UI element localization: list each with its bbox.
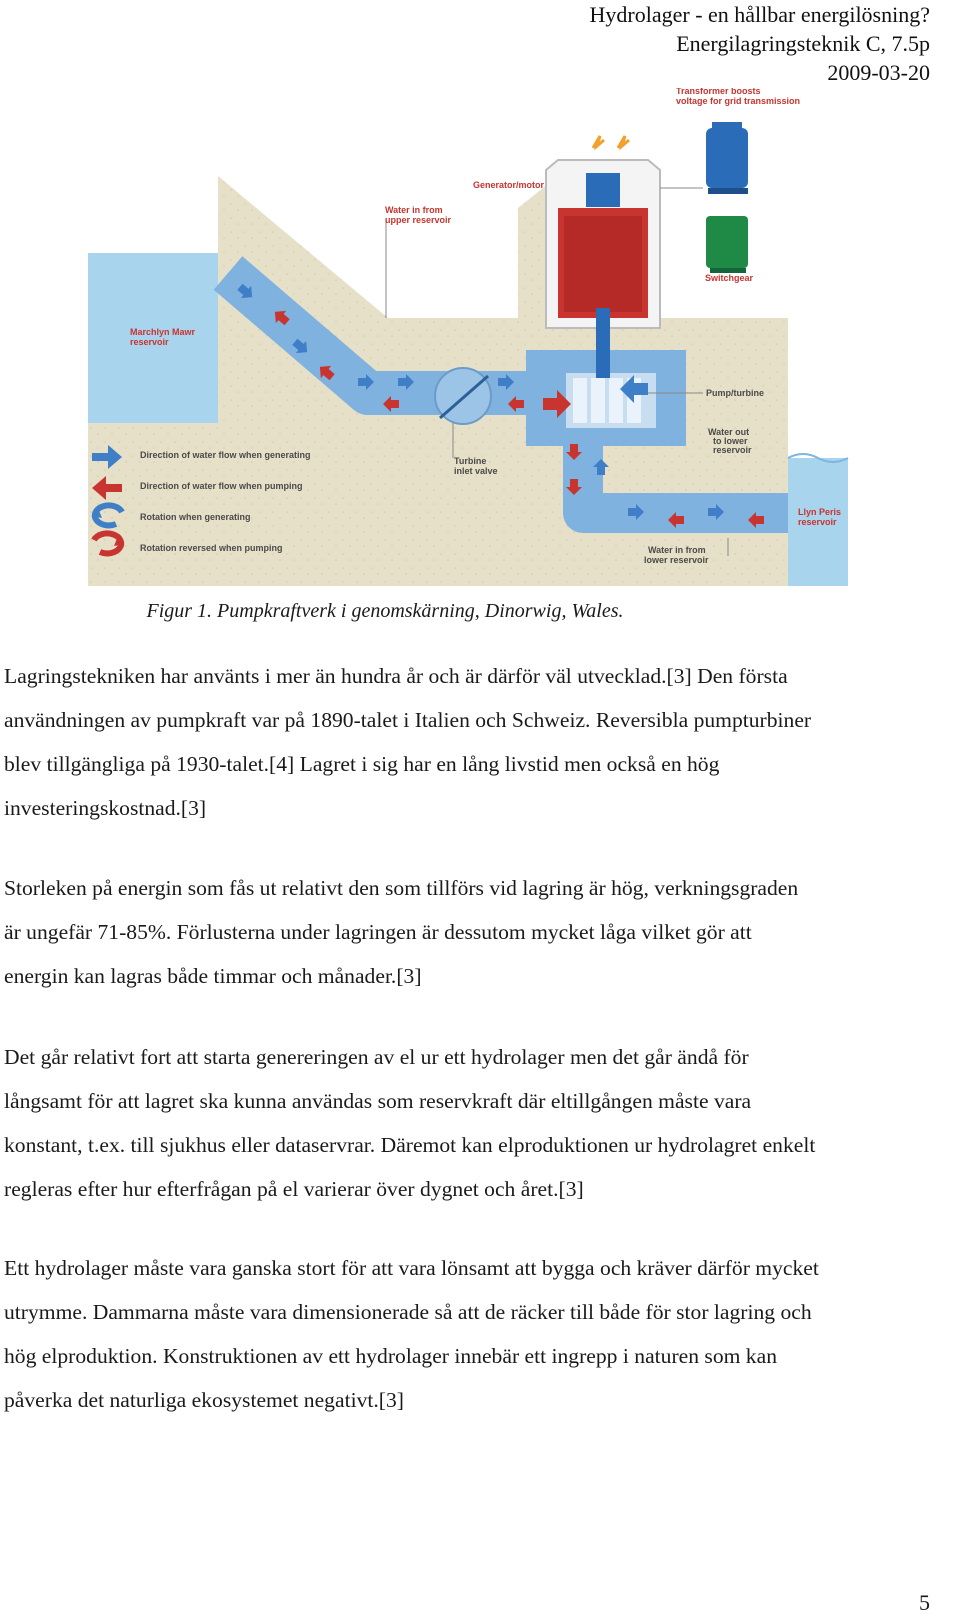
paragraph-3: Det går relativt fort att starta genereringen av el ur ett hydrolager men det går ändå för långsamt för att lagret ska kunna användas som reservkraft där eltillgången måste vara konstant, t.ex. till sjukhus eller dataservrar. Däremot kan elproduktionen ur hydrolagret enkelt regleras efter hur efterfrågan på el varierar över dygnet och året.[3] — [4, 1045, 816, 1201]
switchgear-icon — [706, 216, 748, 273]
label-water-in-lower: Water in from lower reservoir — [644, 545, 709, 565]
header-course: Energilagringsteknik C, 7.5p — [676, 31, 930, 56]
paragraph-2: Storleken på energin som fås ut relativt den som tillförs vid lagring är hög, verkningsgraden är ungefär 71-85%. Förlusterna under lagringen är dessutom mycket låga vilket gör att energin kan lagras både timmar och månader.[3] — [4, 876, 799, 988]
figure-caption: Figur 1. Pumpkraftverk i genomskärning, Dinorwig, Wales. — [146, 600, 624, 622]
legend-item-3: Rotation when generating — [140, 512, 251, 522]
label-upper-reservoir: Marchlyn Mawr reservoir — [130, 327, 196, 347]
paragraph-1: Lagringstekniken har använts i mer än hundra år och är därför väl utvecklad.[3] Den första användningen av pumpkraft var på 1890-talet i Italien och Schweiz. Reversibla pumpturbiner blev tillgängliga på 1930-talet.[4] Lagret i sig har en lång livstid men också en hög investeringskostnad.[3] — [4, 664, 812, 820]
paragraph-4: Ett hydrolager måste vara ganska stort för att vara lönsamt att bygga och kräver därför mycket utrymme. Dammarna måste vara dimensionerade så att de räcker till både för stor lagring och hög elproduktion. Konstruktionen av ett hydrolager innebär ett ingrepp i naturen som kan påverka det naturliga ekosystemet negativt.[3] — [4, 1256, 819, 1412]
label-pump-turbine: Pump/turbine — [706, 388, 764, 398]
label-inlet-valve: Turbine inlet valve — [454, 456, 498, 476]
pumped-storage-figure — [88, 88, 878, 586]
label-water-in-upper: Water in from upper reservoir — [385, 205, 452, 225]
label-water-out-lower: Water out to lower reservoir — [708, 427, 752, 455]
transformer-icon — [706, 122, 748, 194]
page-number: 5 — [919, 1590, 930, 1615]
page-header — [590, 0, 930, 87]
header-title: Hydrolager - en hållbar energilösning? — [589, 2, 930, 27]
legend-item-2: Direction of water flow when pumping — [140, 481, 303, 491]
legend-item-4: Rotation reversed when pumping — [140, 543, 283, 553]
label-generator: Generator/motor — [473, 180, 545, 190]
label-transformer: Transformer boosts voltage for grid transmission — [676, 88, 801, 106]
label-switchgear: Switchgear — [705, 273, 754, 283]
pump-turbine — [566, 373, 656, 428]
header-date: 2009-03-20 — [827, 60, 930, 85]
legend-item-1: Direction of water flow when generating — [140, 450, 311, 460]
label-lower-reservoir: Llyn Peris reservoir — [798, 507, 842, 527]
